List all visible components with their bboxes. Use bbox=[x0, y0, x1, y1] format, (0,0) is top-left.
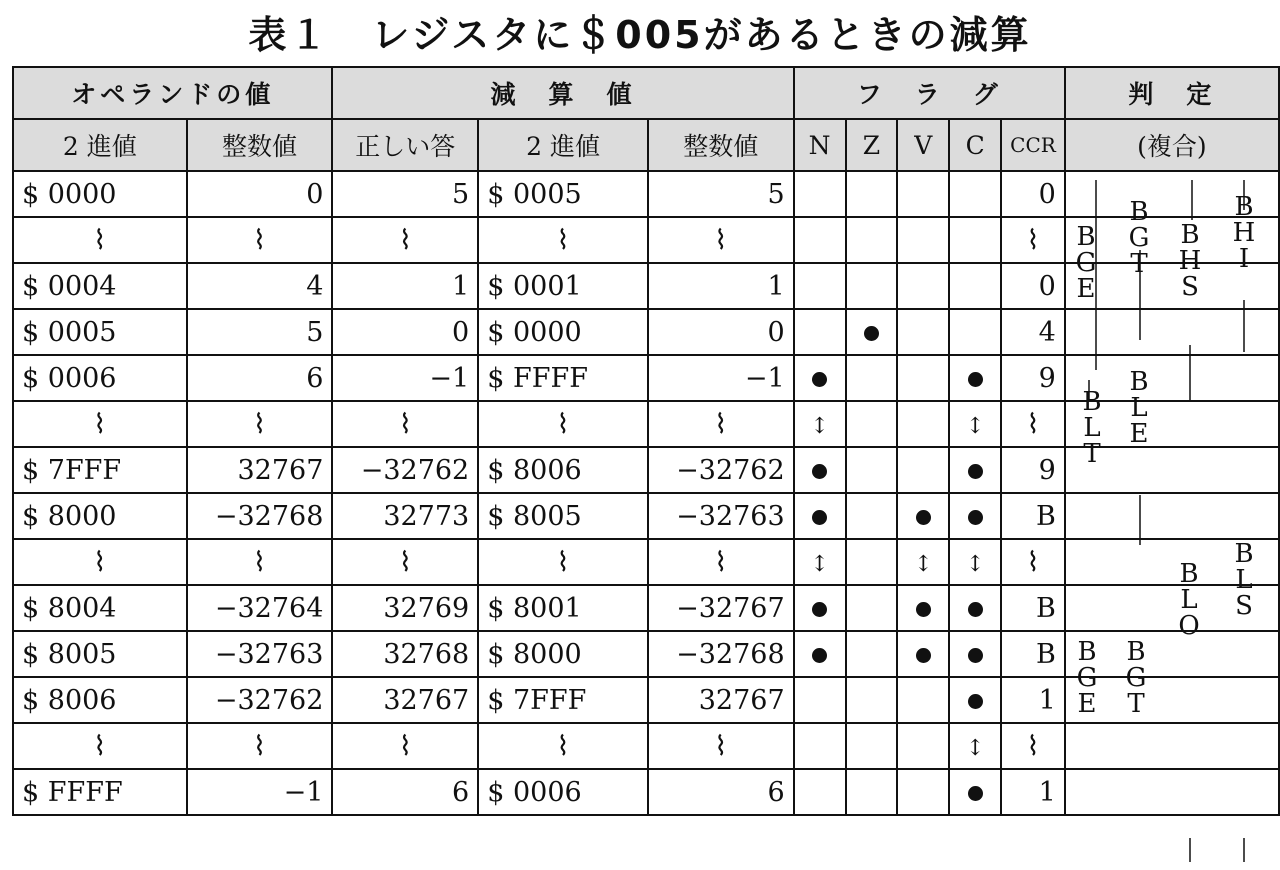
subtraction-table bbox=[12, 66, 1280, 816]
result-binary: $ 0005 bbox=[478, 171, 648, 217]
judge-cell bbox=[1118, 539, 1171, 585]
operand-integer: ⌇ bbox=[187, 401, 333, 447]
correct-answer: 32769 bbox=[332, 585, 478, 631]
ccr-value: B bbox=[1001, 631, 1065, 677]
flag-z bbox=[846, 539, 898, 585]
judge-cell bbox=[1223, 401, 1279, 447]
flag-set-dot-icon bbox=[812, 464, 827, 479]
result-binary: $ 8006 bbox=[478, 447, 648, 493]
correct-answer: 1 bbox=[332, 263, 478, 309]
operand-integer: 32767 bbox=[187, 447, 333, 493]
flag-v bbox=[897, 539, 949, 585]
result-binary: $ FFFF bbox=[478, 355, 648, 401]
flag-n bbox=[794, 355, 846, 401]
table-row bbox=[13, 355, 1279, 401]
flag-z bbox=[846, 263, 898, 309]
operand-binary: $ 0000 bbox=[13, 171, 187, 217]
ccr-value: ⌇ bbox=[1001, 723, 1065, 769]
col-header-correct: 正しい答 bbox=[332, 119, 478, 171]
operand-integer: −1 bbox=[187, 769, 333, 815]
correct-answer: 32767 bbox=[332, 677, 478, 723]
col-header-v: V bbox=[897, 119, 949, 171]
result-integer: ⌇ bbox=[648, 539, 794, 585]
judge-cell bbox=[1170, 585, 1223, 631]
range-arrow-icon: ↕ bbox=[810, 413, 829, 439]
flag-v bbox=[897, 447, 949, 493]
table-row bbox=[13, 217, 1279, 263]
flag-z bbox=[846, 769, 898, 815]
flag-set-dot-icon bbox=[968, 510, 983, 525]
judge-cell bbox=[1223, 355, 1279, 401]
judge-cell bbox=[1065, 401, 1118, 447]
judge-cell bbox=[1118, 585, 1171, 631]
result-integer: −1 bbox=[648, 355, 794, 401]
judgement-label: B G E bbox=[1075, 222, 1097, 304]
flag-z bbox=[846, 493, 898, 539]
flag-set-dot-icon bbox=[812, 510, 827, 525]
flag-set-dot-icon bbox=[968, 372, 983, 387]
judge-cell bbox=[1118, 355, 1171, 401]
ccr-value: B bbox=[1001, 585, 1065, 631]
judge-cell bbox=[1170, 769, 1223, 815]
flag-c bbox=[949, 447, 1001, 493]
judge-cell bbox=[1065, 263, 1118, 309]
flag-c bbox=[949, 401, 1001, 447]
judge-cell bbox=[1118, 769, 1171, 815]
ccr-value: 0 bbox=[1001, 171, 1065, 217]
table-row bbox=[13, 263, 1279, 309]
judge-cell bbox=[1118, 677, 1171, 723]
correct-answer: −32762 bbox=[332, 447, 478, 493]
judge-cell bbox=[1170, 493, 1223, 539]
result-binary: ⌇ bbox=[478, 401, 648, 447]
judge-header: 判 定 bbox=[1065, 67, 1279, 119]
judgement-label: B G T bbox=[1125, 637, 1147, 719]
correct-answer: 32773 bbox=[332, 493, 478, 539]
flag-set-dot-icon bbox=[812, 648, 827, 663]
flag-set-dot-icon bbox=[916, 602, 931, 617]
operand-binary: ⌇ bbox=[13, 401, 187, 447]
operand-binary: $ FFFF bbox=[13, 769, 187, 815]
operand-binary: ⌇ bbox=[13, 723, 187, 769]
flag-c bbox=[949, 171, 1001, 217]
flag-set-dot-icon bbox=[812, 602, 827, 617]
col-header-binary: 2 進値 bbox=[13, 119, 187, 171]
ccr-value: 9 bbox=[1001, 355, 1065, 401]
judge-cell bbox=[1170, 631, 1223, 677]
result-binary: ⌇ bbox=[478, 723, 648, 769]
flag-n bbox=[794, 171, 846, 217]
flag-v bbox=[897, 401, 949, 447]
judge-cell bbox=[1170, 263, 1223, 309]
flag-n bbox=[794, 631, 846, 677]
range-arrow-icon: ↕ bbox=[965, 551, 985, 577]
ccr-value: 4 bbox=[1001, 309, 1065, 355]
flag-z bbox=[846, 309, 898, 355]
judge-cell bbox=[1223, 539, 1279, 585]
col-header-integer: 整数値 bbox=[187, 119, 333, 171]
result-integer: −32763 bbox=[648, 493, 794, 539]
judge-cell bbox=[1118, 309, 1171, 355]
judge-cell bbox=[1223, 585, 1279, 631]
judge-cell bbox=[1170, 723, 1223, 769]
result-integer: −32768 bbox=[648, 631, 794, 677]
correct-answer: 5 bbox=[332, 171, 478, 217]
judge-cell bbox=[1223, 677, 1279, 723]
flag-set-dot-icon bbox=[968, 464, 983, 479]
range-arrow-icon: ↕ bbox=[914, 551, 933, 577]
operand-binary: $ 7FFF bbox=[13, 447, 187, 493]
flag-v bbox=[897, 263, 949, 309]
judge-cell bbox=[1065, 171, 1118, 217]
operand-integer: ⌇ bbox=[187, 539, 333, 585]
flag-v bbox=[897, 217, 949, 263]
flag-n bbox=[794, 539, 846, 585]
judge-cell bbox=[1223, 447, 1279, 493]
table-row bbox=[13, 631, 1279, 677]
table-row bbox=[13, 447, 1279, 493]
flag-v bbox=[897, 677, 949, 723]
flag-n bbox=[794, 217, 846, 263]
judgement-label: B L E bbox=[1129, 367, 1149, 449]
judge-cell bbox=[1223, 493, 1279, 539]
judge-cell bbox=[1065, 355, 1118, 401]
judge-cell bbox=[1065, 677, 1118, 723]
result-integer: 5 bbox=[648, 171, 794, 217]
judge-cell bbox=[1223, 769, 1279, 815]
result-integer: ⌇ bbox=[648, 723, 794, 769]
flag-z bbox=[846, 631, 898, 677]
operand-header: オペランドの値 bbox=[13, 67, 332, 119]
col-header-ccr: CCR bbox=[1001, 119, 1065, 171]
flag-set-dot-icon bbox=[916, 648, 931, 663]
subtraction-header: 減 算 値 bbox=[332, 67, 793, 119]
operand-binary: ⌇ bbox=[13, 539, 187, 585]
table-row bbox=[13, 769, 1279, 815]
operand-binary: $ 0005 bbox=[13, 309, 187, 355]
correct-answer: ⌇ bbox=[332, 401, 478, 447]
flag-v bbox=[897, 585, 949, 631]
judge-cell bbox=[1170, 677, 1223, 723]
operand-integer: 0 bbox=[187, 171, 333, 217]
result-integer: ⌇ bbox=[648, 217, 794, 263]
judge-cell bbox=[1170, 447, 1223, 493]
correct-answer: 6 bbox=[332, 769, 478, 815]
judgement-label: B L S bbox=[1234, 539, 1254, 621]
result-integer: 32767 bbox=[648, 677, 794, 723]
result-binary: $ 0000 bbox=[478, 309, 648, 355]
judge-cell bbox=[1223, 723, 1279, 769]
ccr-value: B bbox=[1001, 493, 1065, 539]
judge-cell bbox=[1223, 309, 1279, 355]
table-row bbox=[13, 585, 1279, 631]
correct-answer: 32768 bbox=[332, 631, 478, 677]
flag-v bbox=[897, 355, 949, 401]
judge-cell bbox=[1118, 171, 1171, 217]
operand-integer: ⌇ bbox=[187, 723, 333, 769]
result-integer: 0 bbox=[648, 309, 794, 355]
flag-v bbox=[897, 171, 949, 217]
judge-cell bbox=[1065, 447, 1118, 493]
flag-z bbox=[846, 217, 898, 263]
flag-n bbox=[794, 309, 846, 355]
table-row bbox=[13, 677, 1279, 723]
ccr-value: ⌇ bbox=[1001, 217, 1065, 263]
result-binary: ⌇ bbox=[478, 539, 648, 585]
operand-binary: $ 0004 bbox=[13, 263, 187, 309]
flag-v bbox=[897, 493, 949, 539]
flag-z bbox=[846, 171, 898, 217]
col-header-composite: (複合) bbox=[1065, 119, 1279, 171]
ccr-value: 1 bbox=[1001, 769, 1065, 815]
table-row bbox=[13, 309, 1279, 355]
col-header-z: Z bbox=[846, 119, 898, 171]
col-header-n: N bbox=[794, 119, 846, 171]
result-integer: 6 bbox=[648, 769, 794, 815]
flag-c bbox=[949, 677, 1001, 723]
operand-binary: $ 8005 bbox=[13, 631, 187, 677]
col-header-result-binary: 2 進値 bbox=[478, 119, 648, 171]
flag-n bbox=[794, 585, 846, 631]
judgement-label: B H S bbox=[1178, 220, 1202, 302]
judge-cell bbox=[1118, 217, 1171, 263]
operand-integer: −32768 bbox=[187, 493, 333, 539]
flag-n bbox=[794, 263, 846, 309]
ccr-value: 1 bbox=[1001, 677, 1065, 723]
table-row bbox=[13, 171, 1279, 217]
range-arrow-icon: ↕ bbox=[965, 735, 985, 761]
result-integer: 1 bbox=[648, 263, 794, 309]
flag-z bbox=[846, 677, 898, 723]
judge-cell bbox=[1170, 401, 1223, 447]
flag-z bbox=[846, 355, 898, 401]
flag-set-dot-icon bbox=[812, 372, 827, 387]
correct-answer: ⌇ bbox=[332, 539, 478, 585]
operand-binary: $ 8004 bbox=[13, 585, 187, 631]
operand-integer: 4 bbox=[187, 263, 333, 309]
operand-integer: 6 bbox=[187, 355, 333, 401]
operand-integer: −32763 bbox=[187, 631, 333, 677]
flag-set-dot-icon bbox=[968, 786, 983, 801]
flag-v bbox=[897, 769, 949, 815]
judge-cell bbox=[1118, 263, 1171, 309]
judge-cell bbox=[1065, 309, 1118, 355]
flag-set-dot-icon bbox=[968, 602, 983, 617]
ccr-value: 9 bbox=[1001, 447, 1065, 493]
judge-cell bbox=[1223, 631, 1279, 677]
range-arrow-icon: ↕ bbox=[810, 551, 829, 577]
judge-cell bbox=[1118, 447, 1171, 493]
flag-n bbox=[794, 447, 846, 493]
result-binary: $ 8000 bbox=[478, 631, 648, 677]
flag-header: フ ラ グ bbox=[794, 67, 1065, 119]
operand-integer: −32764 bbox=[187, 585, 333, 631]
judge-cell bbox=[1223, 263, 1279, 309]
sub-header-row bbox=[13, 119, 1279, 171]
flag-c bbox=[949, 493, 1001, 539]
operand-binary: $ 0006 bbox=[13, 355, 187, 401]
group-header-row bbox=[13, 67, 1279, 119]
operand-binary: $ 8006 bbox=[13, 677, 187, 723]
flag-z bbox=[846, 401, 898, 447]
result-integer: ⌇ bbox=[648, 401, 794, 447]
judge-cell bbox=[1223, 217, 1279, 263]
judge-cell bbox=[1170, 171, 1223, 217]
correct-answer: ⌇ bbox=[332, 217, 478, 263]
flag-set-dot-icon bbox=[968, 694, 983, 709]
judge-cell bbox=[1170, 217, 1223, 263]
flag-n bbox=[794, 769, 846, 815]
flag-set-dot-icon bbox=[968, 648, 983, 663]
operand-integer: ⌇ bbox=[187, 217, 333, 263]
operand-binary: $ 8000 bbox=[13, 493, 187, 539]
judge-cell bbox=[1065, 769, 1118, 815]
result-binary: $ 8001 bbox=[478, 585, 648, 631]
table-row bbox=[13, 401, 1279, 447]
correct-answer: ⌇ bbox=[332, 723, 478, 769]
judge-cell bbox=[1065, 631, 1118, 677]
flag-c bbox=[949, 217, 1001, 263]
table-title: 表１ レジスタに＄005があるときの減算 bbox=[248, 13, 1032, 57]
judge-cell bbox=[1065, 217, 1118, 263]
judgement-label: B G T bbox=[1128, 197, 1150, 279]
flag-n bbox=[794, 677, 846, 723]
table-row bbox=[13, 539, 1279, 585]
result-binary: ⌇ bbox=[478, 217, 648, 263]
operand-integer: −32762 bbox=[187, 677, 333, 723]
col-header-c: C bbox=[949, 119, 1001, 171]
table-row bbox=[13, 493, 1279, 539]
judge-cell bbox=[1118, 723, 1171, 769]
flag-c bbox=[949, 769, 1001, 815]
judge-cell bbox=[1118, 631, 1171, 677]
flag-n bbox=[794, 401, 846, 447]
flag-c bbox=[949, 263, 1001, 309]
flag-n bbox=[794, 723, 846, 769]
judge-cell bbox=[1118, 493, 1171, 539]
flag-z bbox=[846, 447, 898, 493]
flag-z bbox=[846, 585, 898, 631]
correct-answer: −1 bbox=[332, 355, 478, 401]
flag-c bbox=[949, 539, 1001, 585]
operand-integer: 5 bbox=[187, 309, 333, 355]
flag-c bbox=[949, 309, 1001, 355]
judge-cell bbox=[1065, 539, 1118, 585]
flag-c bbox=[949, 585, 1001, 631]
judge-cell bbox=[1065, 723, 1118, 769]
judge-cell bbox=[1065, 585, 1118, 631]
flag-z bbox=[846, 723, 898, 769]
flag-c bbox=[949, 355, 1001, 401]
result-binary: $ 7FFF bbox=[478, 677, 648, 723]
result-binary: $ 0001 bbox=[478, 263, 648, 309]
result-integer: −32767 bbox=[648, 585, 794, 631]
judge-cell bbox=[1170, 309, 1223, 355]
judge-cell bbox=[1065, 493, 1118, 539]
ccr-value: 0 bbox=[1001, 263, 1065, 309]
flag-set-dot-icon bbox=[916, 510, 931, 525]
judge-cell bbox=[1170, 539, 1223, 585]
flag-v bbox=[897, 631, 949, 677]
judgement-label: B H I bbox=[1232, 192, 1256, 274]
flag-v bbox=[897, 723, 949, 769]
correct-answer: 0 bbox=[332, 309, 478, 355]
judge-cell bbox=[1170, 355, 1223, 401]
col-header-result-integer: 整数値 bbox=[648, 119, 794, 171]
operand-binary: ⌇ bbox=[13, 217, 187, 263]
flag-n bbox=[794, 493, 846, 539]
flag-c bbox=[949, 723, 1001, 769]
judge-cell bbox=[1118, 401, 1171, 447]
judgement-label: B L T bbox=[1082, 387, 1102, 469]
ccr-value: ⌇ bbox=[1001, 539, 1065, 585]
flag-c bbox=[949, 631, 1001, 677]
flag-v bbox=[897, 309, 949, 355]
ccr-value: ⌇ bbox=[1001, 401, 1065, 447]
result-binary: $ 0006 bbox=[478, 769, 648, 815]
flag-set-dot-icon bbox=[864, 326, 879, 341]
range-arrow-icon: ↕ bbox=[965, 413, 985, 439]
judge-cell bbox=[1223, 171, 1279, 217]
judgement-label: B L O bbox=[1178, 559, 1200, 641]
result-binary: $ 8005 bbox=[478, 493, 648, 539]
table-row bbox=[13, 723, 1279, 769]
judgement-label: B G E bbox=[1076, 637, 1098, 719]
result-integer: −32762 bbox=[648, 447, 794, 493]
